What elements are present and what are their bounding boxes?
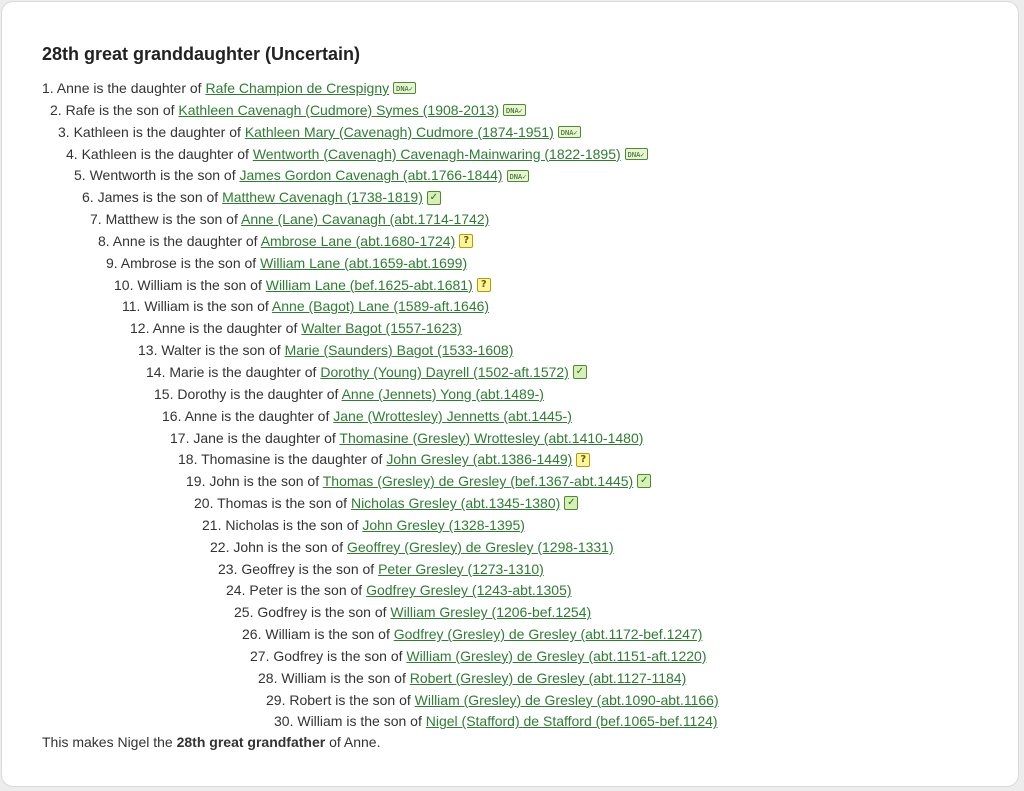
lineage-relation-text: 21. Nicholas is the son of — [202, 516, 363, 533]
lineage-line — [42, 471, 719, 493]
lineage-relation-text: 16. Anne is the daughter of — [162, 407, 334, 424]
lineage-relation-text: 20. Thomas is the son of — [194, 495, 351, 512]
lineage-relation-text: 17. Jane is the daughter of — [170, 429, 340, 446]
lineage-relation-text: 3. Kathleen is the daughter of — [58, 123, 245, 140]
lineage-line — [42, 515, 719, 537]
lineage-line — [42, 362, 719, 384]
lineage-relation-text: 27. Godfrey is the son of — [250, 647, 407, 664]
ancestor-link[interactable]: Walter Bagot (1557-1623) — [301, 320, 462, 337]
ancestor-link[interactable]: Kathleen Mary (Cavenagh) Cudmore (1874-1951) — [244, 123, 554, 140]
dna-confirmed-icon[interactable]: DNA✓ — [393, 82, 416, 94]
lineage-line — [42, 711, 719, 733]
lineage-line — [42, 340, 719, 362]
ancestor-link[interactable]: William Lane (abt.1659-abt.1699) — [260, 254, 468, 271]
lineage-line — [42, 165, 719, 187]
lineage-relation-text: 2. Rafe is the son of — [50, 101, 179, 118]
lineage-line — [42, 690, 719, 712]
lineage-line — [42, 100, 719, 122]
ancestor-link[interactable]: Wentworth (Cavenagh) Cavenagh-Mainwaring (1822-1895) — [252, 145, 621, 162]
uncertain-question-icon[interactable]: ? — [477, 278, 491, 292]
lineage-line — [42, 318, 719, 340]
confirmed-check-icon[interactable]: ✓ — [564, 496, 578, 510]
lineage-relation-text: 6. James is the son of — [82, 189, 223, 206]
lineage-relation-text: 28. William is the son of — [258, 669, 410, 686]
ancestor-link[interactable]: Rafe Champion de Crespigny — [205, 80, 390, 96]
ancestor-link[interactable]: Robert (Gresley) de Gresley (abt.1127-1184) — [409, 669, 687, 686]
ancestor-link[interactable]: Matthew Cavenagh (1738-1819) — [222, 189, 423, 206]
lineage-line — [42, 493, 719, 515]
lineage-relation-text: 29. Robert is the son of — [266, 691, 415, 708]
lineage-line — [42, 602, 719, 624]
lineage-relation-text: 18. Thomasine is the daughter of — [178, 451, 387, 468]
confirmed-check-icon[interactable]: ✓ — [637, 474, 651, 488]
lineage-line — [42, 296, 719, 318]
lineage-relation-text: 24. Peter is the son of — [226, 582, 367, 599]
ancestor-link[interactable]: Anne (Jennets) Yong (abt.1489-) — [341, 385, 544, 402]
dna-confirmed-icon[interactable]: DNA✓ — [503, 104, 526, 116]
dna-confirmed-icon[interactable]: DNA✓ — [507, 170, 530, 182]
lineage-relation-text: 19. John is the son of — [186, 473, 323, 490]
summary-relationship: 28th great grandfather — [176, 734, 326, 750]
lineage-line — [42, 209, 719, 231]
uncertain-question-icon[interactable]: ? — [459, 234, 473, 248]
ancestor-link[interactable]: Ambrose Lane (abt.1680-1724) — [260, 232, 456, 249]
ancestor-link[interactable]: Nigel (Stafford) de Stafford (bef.1065-bef.1124) — [425, 713, 718, 730]
lineage-relation-text: 11. William is the son of — [122, 298, 272, 315]
lineage-line — [42, 144, 719, 166]
summary-prefix: This makes Nigel the — [42, 734, 177, 750]
dna-confirmed-icon[interactable]: DNA✓ — [558, 126, 581, 138]
ancestor-link[interactable]: Kathleen Cavenagh (Cudmore) Symes (1908-2013) — [178, 101, 500, 118]
ancestor-link[interactable]: Dorothy (Young) Dayrell (1502-aft.1572) — [320, 363, 569, 380]
lineage-line — [42, 122, 719, 144]
ancestor-link[interactable]: Thomasine (Gresley) Wrottesley (abt.1410-1480) — [339, 429, 644, 446]
lineage-line — [42, 275, 719, 297]
relationship-card — [1, 1, 1019, 787]
lineage-relation-text: 8. Anne is the daughter of — [98, 232, 261, 249]
lineage-line — [42, 78, 719, 100]
lineage-relation-text: 25. Godfrey is the son of — [234, 604, 391, 621]
ancestor-link[interactable]: William (Gresley) de Gresley (abt.1151-aft.1220) — [406, 647, 707, 664]
lineage-line — [42, 580, 719, 602]
ancestor-link[interactable]: Geoffrey (Gresley) de Gresley (1298-1331) — [346, 538, 614, 555]
relationship-summary — [42, 732, 380, 752]
lineage-relation-text: 4. Kathleen is the daughter of — [66, 145, 253, 162]
lineage-line — [42, 537, 719, 559]
lineage-relation-text: 22. John is the son of — [210, 538, 347, 555]
lineage-line — [42, 406, 719, 428]
lineage-relation-text: 15. Dorothy is the daughter of — [154, 385, 342, 402]
lineage-list — [42, 78, 719, 733]
lineage-line — [42, 449, 719, 471]
lineage-line — [42, 624, 719, 646]
ancestor-link[interactable]: Thomas (Gresley) de Gresley (bef.1367-abt.1445) — [322, 473, 634, 490]
ancestor-link[interactable]: Nicholas Gresley (abt.1345-1380) — [350, 495, 561, 512]
lineage-line — [42, 428, 719, 450]
ancestor-link[interactable]: Godfrey (Gresley) de Gresley (abt.1172-bef.1247) — [393, 626, 703, 643]
ancestor-link[interactable]: John Gresley (1328-1395) — [362, 516, 525, 533]
lineage-relation-text: 26. William is the son of — [242, 626, 394, 643]
lineage-line — [42, 646, 719, 668]
confirmed-check-icon[interactable]: ✓ — [427, 191, 441, 205]
ancestor-link[interactable]: William (Gresley) de Gresley (abt.1090-abt.1166) — [414, 691, 719, 708]
ancestor-link[interactable]: Godfrey Gresley (1243-abt.1305) — [366, 582, 572, 599]
lineage-relation-text: 9. Ambrose is the son of — [106, 254, 261, 271]
lineage-relation-text: 5. Wentworth is the son of — [74, 167, 240, 184]
lineage-line — [42, 253, 719, 275]
lineage-relation-text: 30. William is the son of — [274, 713, 426, 730]
lineage-relation-text: 7. Matthew is the son of — [90, 211, 241, 228]
ancestor-link[interactable]: William Gresley (1206-bef.1254) — [390, 604, 592, 621]
lineage-relation-text: 23. Geoffrey is the son of — [218, 560, 379, 577]
summary-suffix: of Anne. — [325, 734, 381, 750]
ancestor-link[interactable]: William Lane (bef.1625-abt.1681) — [265, 276, 473, 293]
ancestor-link[interactable]: John Gresley (abt.1386-1449) — [386, 451, 573, 468]
lineage-line — [42, 384, 719, 406]
lineage-line — [42, 668, 719, 690]
uncertain-question-icon[interactable]: ? — [576, 453, 590, 467]
ancestor-link[interactable]: James Gordon Cavenagh (abt.1766-1844) — [239, 167, 503, 184]
ancestor-link[interactable]: Anne (Bagot) Lane (1589-aft.1646) — [271, 298, 490, 315]
lineage-relation-text: 12. Anne is the daughter of — [130, 320, 302, 337]
ancestor-link[interactable]: Anne (Lane) Cavanagh (abt.1714-1742) — [240, 211, 490, 228]
confirmed-check-icon[interactable]: ✓ — [573, 365, 587, 379]
ancestor-link[interactable]: Jane (Wrottesley) Jennetts (abt.1445-) — [333, 407, 572, 424]
ancestor-link[interactable]: Peter Gresley (1273-1310) — [378, 560, 544, 577]
lineage-line — [42, 187, 719, 209]
dna-confirmed-icon[interactable]: DNA✓ — [625, 148, 648, 160]
lineage-relation-text: 10. William is the son of — [114, 276, 266, 293]
lineage-relation-text: 1. Anne is the daughter of — [42, 80, 206, 96]
lineage-relation-text: 13. Walter is the son of — [138, 342, 285, 359]
ancestor-link[interactable]: Marie (Saunders) Bagot (1533-1608) — [284, 342, 514, 359]
lineage-line — [42, 231, 719, 253]
page-title: 28th great granddaughter (Uncertain) — [42, 44, 361, 64]
lineage-relation-text: 14. Marie is the daughter of — [146, 363, 321, 380]
lineage-line — [42, 559, 719, 581]
